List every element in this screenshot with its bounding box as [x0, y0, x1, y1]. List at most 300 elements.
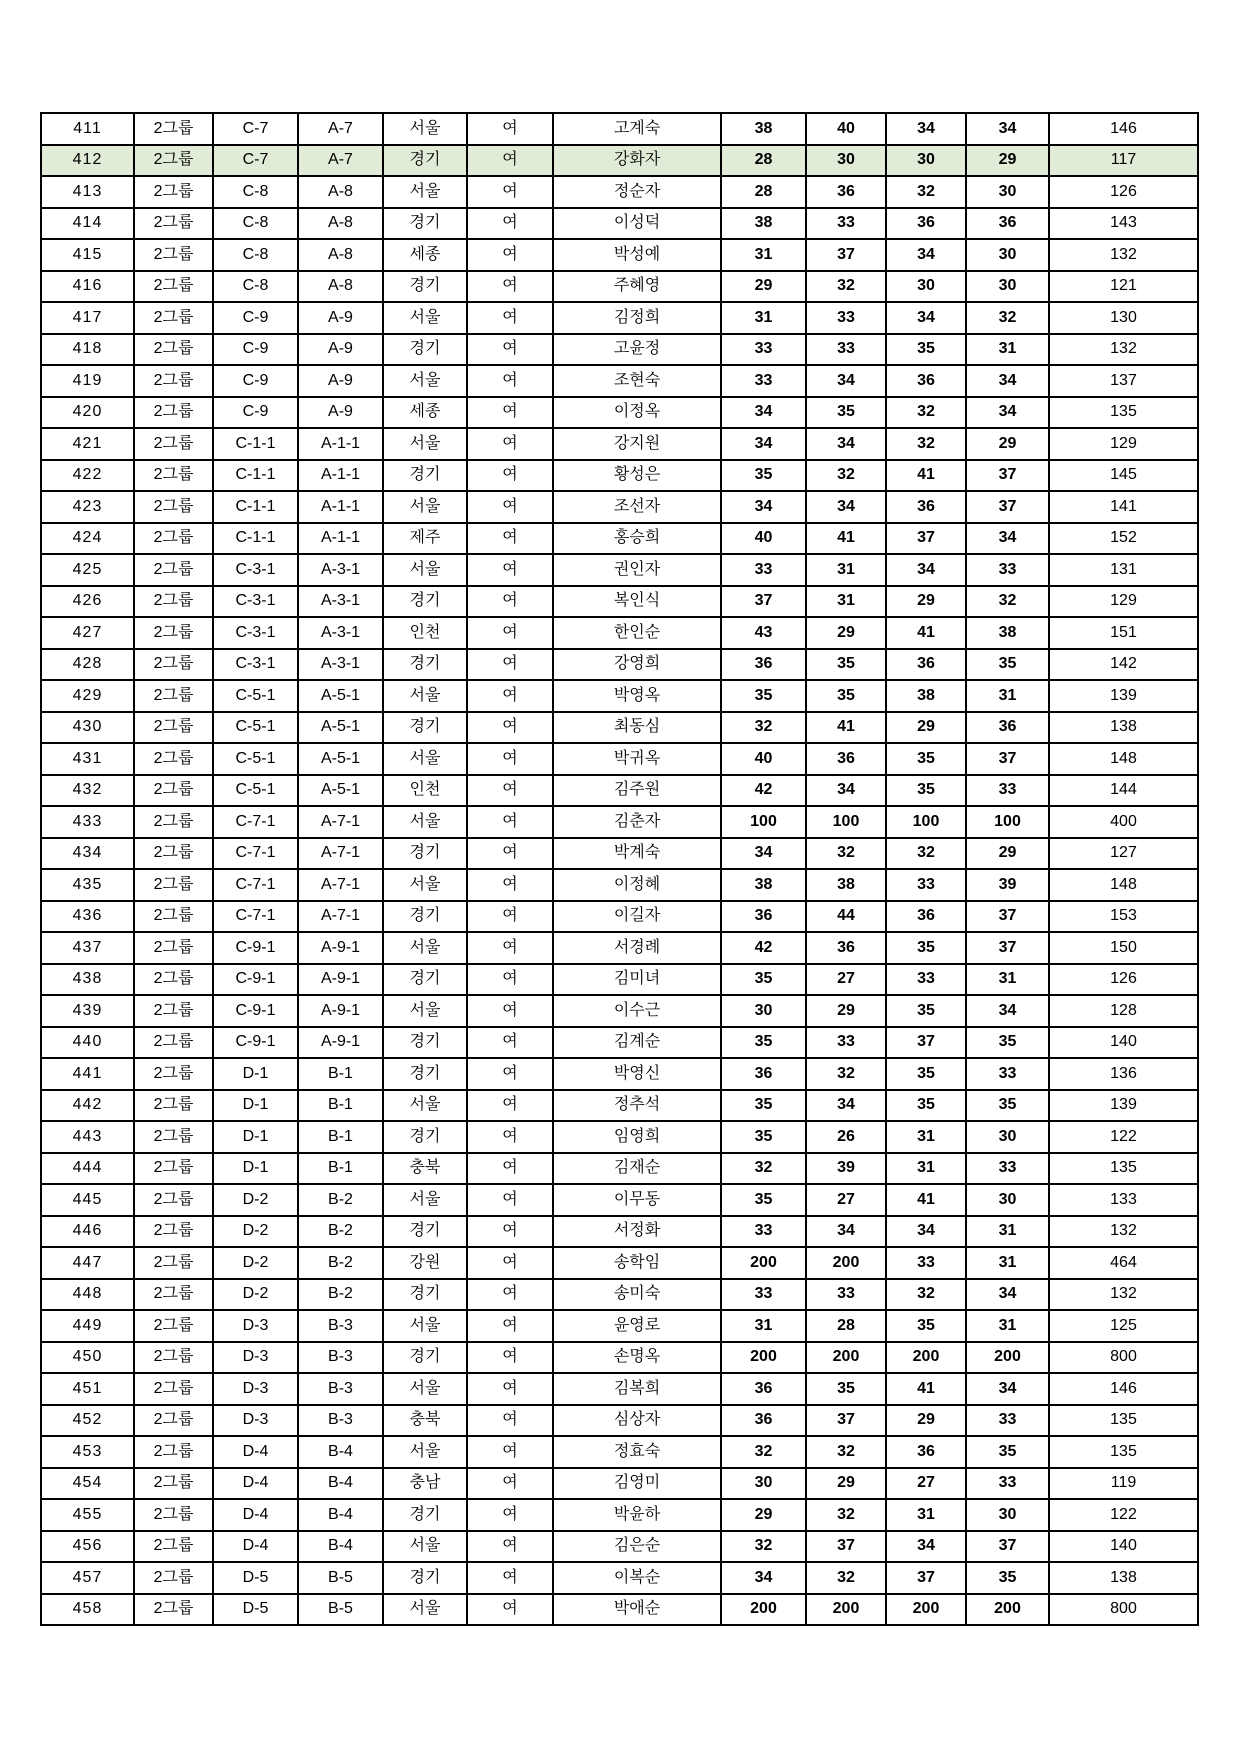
table-row	[41, 964, 1198, 996]
cell-team-code: C-7-1	[213, 869, 298, 901]
cell-group: 2그룹	[134, 932, 213, 964]
cell-group: 2그룹	[134, 1247, 213, 1279]
cell-region: 경기	[383, 208, 467, 240]
cell-team-code: D-5	[213, 1594, 298, 1626]
cell-gender: 여	[467, 239, 553, 271]
cell-score-3: 34	[886, 1531, 966, 1563]
cell-group: 2그룹	[134, 649, 213, 681]
cell-row-number: 440	[41, 1027, 134, 1059]
cell-score-4: 34	[966, 397, 1049, 429]
cell-subteam-code: A-9	[298, 365, 383, 397]
cell-gender: 여	[467, 460, 553, 492]
cell-score-4: 37	[966, 460, 1049, 492]
cell-region: 서울	[383, 806, 467, 838]
cell-subteam-code: B-3	[298, 1310, 383, 1342]
cell-region: 경기	[383, 145, 467, 177]
cell-group: 2그룹	[134, 1153, 213, 1185]
cell-score-4: 31	[966, 964, 1049, 996]
table-row	[41, 617, 1198, 649]
cell-region: 서울	[383, 1531, 467, 1563]
cell-gender: 여	[467, 1090, 553, 1122]
cell-name: 김계순	[553, 1027, 721, 1059]
table-row	[41, 1405, 1198, 1437]
cell-region: 경기	[383, 1342, 467, 1374]
cell-gender: 여	[467, 1436, 553, 1468]
table-row	[41, 239, 1198, 271]
table-row	[41, 1216, 1198, 1248]
cell-team-code: C-9	[213, 334, 298, 366]
cell-region: 서울	[383, 995, 467, 1027]
cell-score-3: 35	[886, 743, 966, 775]
cell-total: 148	[1049, 869, 1198, 901]
cell-gender: 여	[467, 743, 553, 775]
cell-score-3: 29	[886, 1405, 966, 1437]
cell-gender: 여	[467, 932, 553, 964]
cell-total: 128	[1049, 995, 1198, 1027]
cell-score-3: 29	[886, 712, 966, 744]
cell-group: 2그룹	[134, 617, 213, 649]
cell-score-4: 31	[966, 334, 1049, 366]
cell-region: 경기	[383, 1279, 467, 1311]
cell-subteam-code: A-9-1	[298, 964, 383, 996]
cell-score-1: 33	[721, 1216, 806, 1248]
cell-region: 충남	[383, 1468, 467, 1500]
cell-score-3: 41	[886, 617, 966, 649]
table-row	[41, 1310, 1198, 1342]
cell-score-4: 34	[966, 113, 1049, 145]
cell-region: 세종	[383, 397, 467, 429]
cell-total: 140	[1049, 1027, 1198, 1059]
cell-score-1: 35	[721, 1121, 806, 1153]
cell-score-2: 27	[806, 964, 886, 996]
cell-gender: 여	[467, 838, 553, 870]
cell-score-1: 33	[721, 334, 806, 366]
cell-group: 2그룹	[134, 806, 213, 838]
cell-team-code: C-7-1	[213, 806, 298, 838]
cell-subteam-code: B-4	[298, 1499, 383, 1531]
cell-score-2: 37	[806, 1405, 886, 1437]
cell-score-3: 32	[886, 176, 966, 208]
cell-total: 138	[1049, 1562, 1198, 1594]
cell-row-number: 421	[41, 428, 134, 460]
cell-row-number: 414	[41, 208, 134, 240]
cell-gender: 여	[467, 523, 553, 555]
cell-score-3: 34	[886, 302, 966, 334]
cell-team-code: D-4	[213, 1531, 298, 1563]
cell-score-2: 32	[806, 838, 886, 870]
cell-score-4: 33	[966, 1153, 1049, 1185]
cell-total: 117	[1049, 145, 1198, 177]
cell-score-1: 34	[721, 491, 806, 523]
cell-subteam-code: B-1	[298, 1153, 383, 1185]
cell-score-3: 37	[886, 523, 966, 555]
cell-total: 133	[1049, 1184, 1198, 1216]
cell-group: 2그룹	[134, 995, 213, 1027]
cell-team-code: C-5-1	[213, 775, 298, 807]
cell-team-code: C-8	[213, 208, 298, 240]
cell-score-1: 36	[721, 901, 806, 933]
cell-group: 2그룹	[134, 1279, 213, 1311]
cell-subteam-code: A-7-1	[298, 901, 383, 933]
cell-score-2: 32	[806, 460, 886, 492]
cell-subteam-code: A-1-1	[298, 523, 383, 555]
cell-score-3: 41	[886, 460, 966, 492]
cell-score-1: 42	[721, 932, 806, 964]
cell-gender: 여	[467, 1342, 553, 1374]
cell-row-number: 452	[41, 1405, 134, 1437]
cell-region: 경기	[383, 838, 467, 870]
cell-score-1: 200	[721, 1594, 806, 1626]
cell-gender: 여	[467, 1405, 553, 1437]
cell-region: 서울	[383, 302, 467, 334]
cell-region: 서울	[383, 1594, 467, 1626]
cell-team-code: C-8	[213, 239, 298, 271]
cell-subteam-code: B-2	[298, 1216, 383, 1248]
cell-total: 129	[1049, 586, 1198, 618]
table-row	[41, 932, 1198, 964]
cell-row-number: 435	[41, 869, 134, 901]
cell-row-number: 450	[41, 1342, 134, 1374]
table-row	[41, 712, 1198, 744]
cell-score-4: 35	[966, 649, 1049, 681]
cell-region: 인천	[383, 775, 467, 807]
cell-score-2: 33	[806, 1279, 886, 1311]
cell-row-number: 423	[41, 491, 134, 523]
cell-score-1: 36	[721, 1373, 806, 1405]
table-row	[41, 334, 1198, 366]
cell-score-1: 32	[721, 1153, 806, 1185]
cell-score-2: 32	[806, 1562, 886, 1594]
cell-score-3: 41	[886, 1373, 966, 1405]
cell-subteam-code: B-3	[298, 1405, 383, 1437]
cell-group: 2그룹	[134, 1562, 213, 1594]
cell-row-number: 424	[41, 523, 134, 555]
table-row	[41, 775, 1198, 807]
cell-score-2: 30	[806, 145, 886, 177]
table-row	[41, 1562, 1198, 1594]
cell-team-code: C-9-1	[213, 932, 298, 964]
table-row	[41, 1153, 1198, 1185]
cell-score-4: 34	[966, 523, 1049, 555]
cell-score-4: 30	[966, 1121, 1049, 1153]
table-body	[41, 113, 1198, 1625]
cell-name: 강영희	[553, 649, 721, 681]
cell-score-3: 35	[886, 1058, 966, 1090]
cell-name: 박윤하	[553, 1499, 721, 1531]
cell-score-3: 31	[886, 1153, 966, 1185]
cell-score-1: 34	[721, 397, 806, 429]
cell-total: 151	[1049, 617, 1198, 649]
cell-group: 2그룹	[134, 964, 213, 996]
cell-row-number: 455	[41, 1499, 134, 1531]
cell-subteam-code: B-4	[298, 1436, 383, 1468]
cell-row-number: 425	[41, 554, 134, 586]
cell-subteam-code: A-7	[298, 113, 383, 145]
cell-total: 800	[1049, 1342, 1198, 1374]
cell-total: 119	[1049, 1468, 1198, 1500]
cell-score-2: 39	[806, 1153, 886, 1185]
cell-gender: 여	[467, 1531, 553, 1563]
cell-region: 서울	[383, 932, 467, 964]
cell-region: 서울	[383, 113, 467, 145]
cell-total: 138	[1049, 712, 1198, 744]
cell-row-number: 416	[41, 271, 134, 303]
cell-name: 복인식	[553, 586, 721, 618]
cell-score-4: 29	[966, 145, 1049, 177]
cell-score-2: 29	[806, 617, 886, 649]
table-row	[41, 869, 1198, 901]
cell-team-code: D-1	[213, 1121, 298, 1153]
cell-total: 150	[1049, 932, 1198, 964]
cell-score-1: 38	[721, 869, 806, 901]
table-row	[41, 1058, 1198, 1090]
cell-total: 127	[1049, 838, 1198, 870]
cell-total: 130	[1049, 302, 1198, 334]
cell-total: 144	[1049, 775, 1198, 807]
cell-team-code: C-7	[213, 145, 298, 177]
cell-row-number: 449	[41, 1310, 134, 1342]
cell-name: 임영희	[553, 1121, 721, 1153]
cell-score-4: 31	[966, 680, 1049, 712]
table-row	[41, 1121, 1198, 1153]
cell-team-code: C-5-1	[213, 680, 298, 712]
cell-score-1: 33	[721, 554, 806, 586]
cell-row-number: 458	[41, 1594, 134, 1626]
cell-score-3: 36	[886, 901, 966, 933]
cell-gender: 여	[467, 1594, 553, 1626]
cell-region: 경기	[383, 901, 467, 933]
cell-score-4: 37	[966, 743, 1049, 775]
cell-score-4: 37	[966, 901, 1049, 933]
cell-group: 2그룹	[134, 1310, 213, 1342]
cell-score-4: 35	[966, 1027, 1049, 1059]
cell-team-code: D-2	[213, 1184, 298, 1216]
cell-name: 이성덕	[553, 208, 721, 240]
cell-score-3: 34	[886, 113, 966, 145]
cell-score-2: 34	[806, 365, 886, 397]
cell-total: 152	[1049, 523, 1198, 555]
cell-gender: 여	[467, 617, 553, 649]
table-row	[41, 554, 1198, 586]
cell-score-2: 35	[806, 649, 886, 681]
cell-total: 148	[1049, 743, 1198, 775]
cell-team-code: D-2	[213, 1216, 298, 1248]
cell-team-code: D-2	[213, 1279, 298, 1311]
cell-score-2: 36	[806, 932, 886, 964]
cell-total: 136	[1049, 1058, 1198, 1090]
cell-group: 2그룹	[134, 1468, 213, 1500]
cell-total: 122	[1049, 1121, 1198, 1153]
cell-score-4: 34	[966, 995, 1049, 1027]
cell-region: 세종	[383, 239, 467, 271]
cell-subteam-code: A-3-1	[298, 649, 383, 681]
cell-group: 2그룹	[134, 176, 213, 208]
cell-team-code: C-8	[213, 176, 298, 208]
cell-group: 2그룹	[134, 365, 213, 397]
cell-row-number: 417	[41, 302, 134, 334]
cell-score-4: 34	[966, 1279, 1049, 1311]
cell-region: 경기	[383, 649, 467, 681]
cell-gender: 여	[467, 775, 553, 807]
cell-score-1: 40	[721, 743, 806, 775]
cell-row-number: 428	[41, 649, 134, 681]
cell-total: 143	[1049, 208, 1198, 240]
cell-score-1: 43	[721, 617, 806, 649]
cell-name: 주혜영	[553, 271, 721, 303]
cell-region: 경기	[383, 1499, 467, 1531]
cell-row-number: 422	[41, 460, 134, 492]
cell-subteam-code: A-5-1	[298, 775, 383, 807]
cell-gender: 여	[467, 1468, 553, 1500]
cell-row-number: 441	[41, 1058, 134, 1090]
cell-gender: 여	[467, 397, 553, 429]
cell-score-3: 32	[886, 838, 966, 870]
cell-gender: 여	[467, 302, 553, 334]
cell-score-2: 44	[806, 901, 886, 933]
cell-name: 김영미	[553, 1468, 721, 1500]
cell-score-1: 36	[721, 649, 806, 681]
cell-name: 이길자	[553, 901, 721, 933]
cell-score-1: 29	[721, 1499, 806, 1531]
cell-score-2: 27	[806, 1184, 886, 1216]
cell-row-number: 456	[41, 1531, 134, 1563]
cell-name: 이복순	[553, 1562, 721, 1594]
cell-row-number: 445	[41, 1184, 134, 1216]
cell-row-number: 430	[41, 712, 134, 744]
cell-score-1: 29	[721, 271, 806, 303]
cell-score-2: 38	[806, 869, 886, 901]
cell-score-3: 41	[886, 1184, 966, 1216]
cell-group: 2그룹	[134, 586, 213, 618]
cell-gender: 여	[467, 1562, 553, 1594]
cell-subteam-code: B-5	[298, 1562, 383, 1594]
cell-score-2: 28	[806, 1310, 886, 1342]
cell-name: 손명옥	[553, 1342, 721, 1374]
cell-subteam-code: A-1-1	[298, 491, 383, 523]
cell-group: 2그룹	[134, 1436, 213, 1468]
cell-total: 126	[1049, 964, 1198, 996]
cell-total: 126	[1049, 176, 1198, 208]
cell-score-4: 33	[966, 1405, 1049, 1437]
cell-subteam-code: B-2	[298, 1279, 383, 1311]
cell-score-2: 31	[806, 554, 886, 586]
cell-region: 서울	[383, 1184, 467, 1216]
cell-total: 135	[1049, 397, 1198, 429]
cell-name: 이정혜	[553, 869, 721, 901]
cell-total: 132	[1049, 334, 1198, 366]
cell-name: 정추석	[553, 1090, 721, 1122]
cell-total: 135	[1049, 1436, 1198, 1468]
cell-group: 2그룹	[134, 1531, 213, 1563]
cell-row-number: 453	[41, 1436, 134, 1468]
cell-score-1: 35	[721, 964, 806, 996]
cell-gender: 여	[467, 1058, 553, 1090]
cell-subteam-code: A-3-1	[298, 617, 383, 649]
cell-subteam-code: B-5	[298, 1594, 383, 1626]
cell-score-2: 33	[806, 334, 886, 366]
cell-name: 고계숙	[553, 113, 721, 145]
cell-row-number: 419	[41, 365, 134, 397]
cell-score-4: 30	[966, 1184, 1049, 1216]
cell-score-2: 32	[806, 1499, 886, 1531]
cell-subteam-code: A-1-1	[298, 460, 383, 492]
cell-score-2: 32	[806, 271, 886, 303]
cell-name: 윤영로	[553, 1310, 721, 1342]
cell-team-code: C-5-1	[213, 743, 298, 775]
cell-row-number: 442	[41, 1090, 134, 1122]
cell-region: 경기	[383, 334, 467, 366]
cell-score-4: 36	[966, 208, 1049, 240]
cell-group: 2그룹	[134, 460, 213, 492]
table-row	[41, 838, 1198, 870]
cell-score-4: 34	[966, 365, 1049, 397]
cell-total: 135	[1049, 1405, 1198, 1437]
cell-gender: 여	[467, 1184, 553, 1216]
cell-group: 2그룹	[134, 1184, 213, 1216]
cell-name: 김은순	[553, 1531, 721, 1563]
cell-score-2: 34	[806, 775, 886, 807]
cell-name: 송미숙	[553, 1279, 721, 1311]
table-row	[41, 680, 1198, 712]
cell-score-3: 29	[886, 586, 966, 618]
cell-score-3: 33	[886, 964, 966, 996]
cell-score-1: 32	[721, 1436, 806, 1468]
cell-total: 137	[1049, 365, 1198, 397]
cell-total: 129	[1049, 428, 1198, 460]
cell-name: 서정화	[553, 1216, 721, 1248]
cell-score-2: 37	[806, 239, 886, 271]
cell-row-number: 434	[41, 838, 134, 870]
cell-team-code: D-1	[213, 1153, 298, 1185]
cell-total: 146	[1049, 113, 1198, 145]
cell-score-1: 34	[721, 1562, 806, 1594]
cell-team-code: C-9	[213, 365, 298, 397]
cell-gender: 여	[467, 1499, 553, 1531]
table-row	[41, 586, 1198, 618]
cell-score-3: 35	[886, 334, 966, 366]
cell-score-3: 31	[886, 1499, 966, 1531]
cell-team-code: C-8	[213, 271, 298, 303]
cell-score-4: 31	[966, 1247, 1049, 1279]
cell-name: 정효숙	[553, 1436, 721, 1468]
cell-score-1: 35	[721, 680, 806, 712]
cell-region: 서울	[383, 743, 467, 775]
cell-subteam-code: B-2	[298, 1184, 383, 1216]
table-row	[41, 113, 1198, 145]
cell-team-code: C-5-1	[213, 712, 298, 744]
cell-name: 박영신	[553, 1058, 721, 1090]
cell-team-code: D-3	[213, 1405, 298, 1437]
cell-gender: 여	[467, 365, 553, 397]
cell-name: 강지원	[553, 428, 721, 460]
cell-team-code: D-4	[213, 1499, 298, 1531]
cell-region: 제주	[383, 523, 467, 555]
cell-name: 서경례	[553, 932, 721, 964]
cell-score-2: 35	[806, 680, 886, 712]
cell-group: 2그룹	[134, 113, 213, 145]
cell-score-3: 35	[886, 932, 966, 964]
cell-name: 송학임	[553, 1247, 721, 1279]
cell-subteam-code: A-9-1	[298, 932, 383, 964]
cell-region: 강원	[383, 1247, 467, 1279]
cell-name: 박영옥	[553, 680, 721, 712]
table-row	[41, 302, 1198, 334]
cell-subteam-code: B-2	[298, 1247, 383, 1279]
cell-score-4: 33	[966, 1058, 1049, 1090]
cell-group: 2그룹	[134, 901, 213, 933]
table-row	[41, 271, 1198, 303]
table-row	[41, 743, 1198, 775]
